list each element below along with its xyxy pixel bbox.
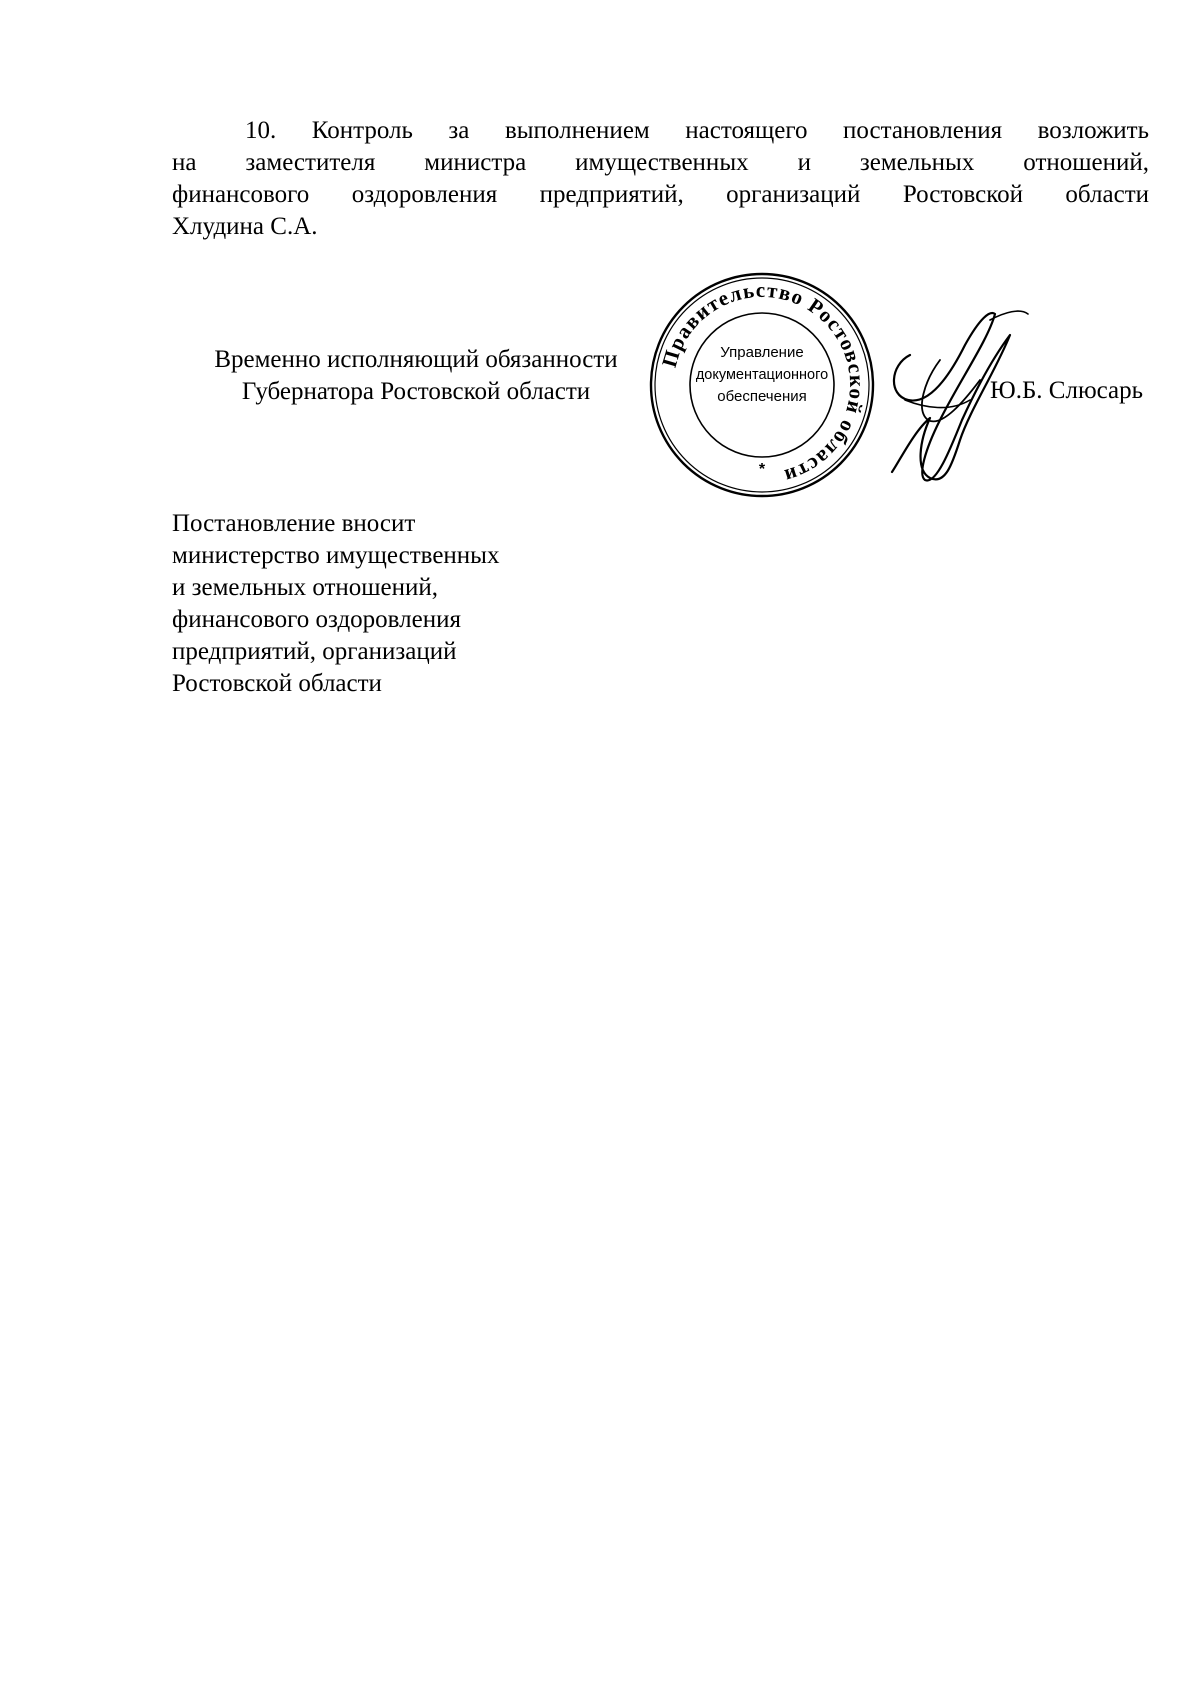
signatory-position-line-2: Губернатора Ростовской области [241,378,591,405]
stamp-inner-ring [690,313,834,457]
paragraph-line-1: 10. Контроль за выполнением настоящего постановления возложить [245,117,1149,144]
submitter-line-1: Постановление вносит [172,510,416,537]
official-seal-stamp [647,270,877,500]
stamp-center-line-1: Управление [720,344,804,361]
submitter-line-4: финансового оздоровления [172,606,461,633]
stamp-center-line-3: обеспечения [717,388,807,405]
paragraph-line-3: финансового оздоровления предприятий, организаций Ростовской области [172,181,1149,208]
signatory-name: Ю.Б. Слюсарь [990,377,1144,404]
stamp-star: * [758,461,766,478]
stamp-ring-text: Правительство Ростовской области [656,277,870,489]
submitter-line-3: и земельных отношений, [172,574,439,601]
stamp-center-line-2: документационного [695,367,829,383]
submitter-block [172,508,592,700]
signatory-position-line-1: Временно исполняющий обязанности [214,346,618,373]
submitter-line-2: министерство имущественных [172,542,500,569]
paragraph-line-2: на заместителя министра имущественных и земельных отношений, [172,149,1149,176]
paragraph-line-4: Хлудина С.А. [172,213,318,240]
submitter-line-6: Ростовской области [172,670,382,697]
control-paragraph [172,115,1149,243]
submitter-line-5: предприятий, организаций [172,638,457,665]
signatory-position [186,344,646,408]
